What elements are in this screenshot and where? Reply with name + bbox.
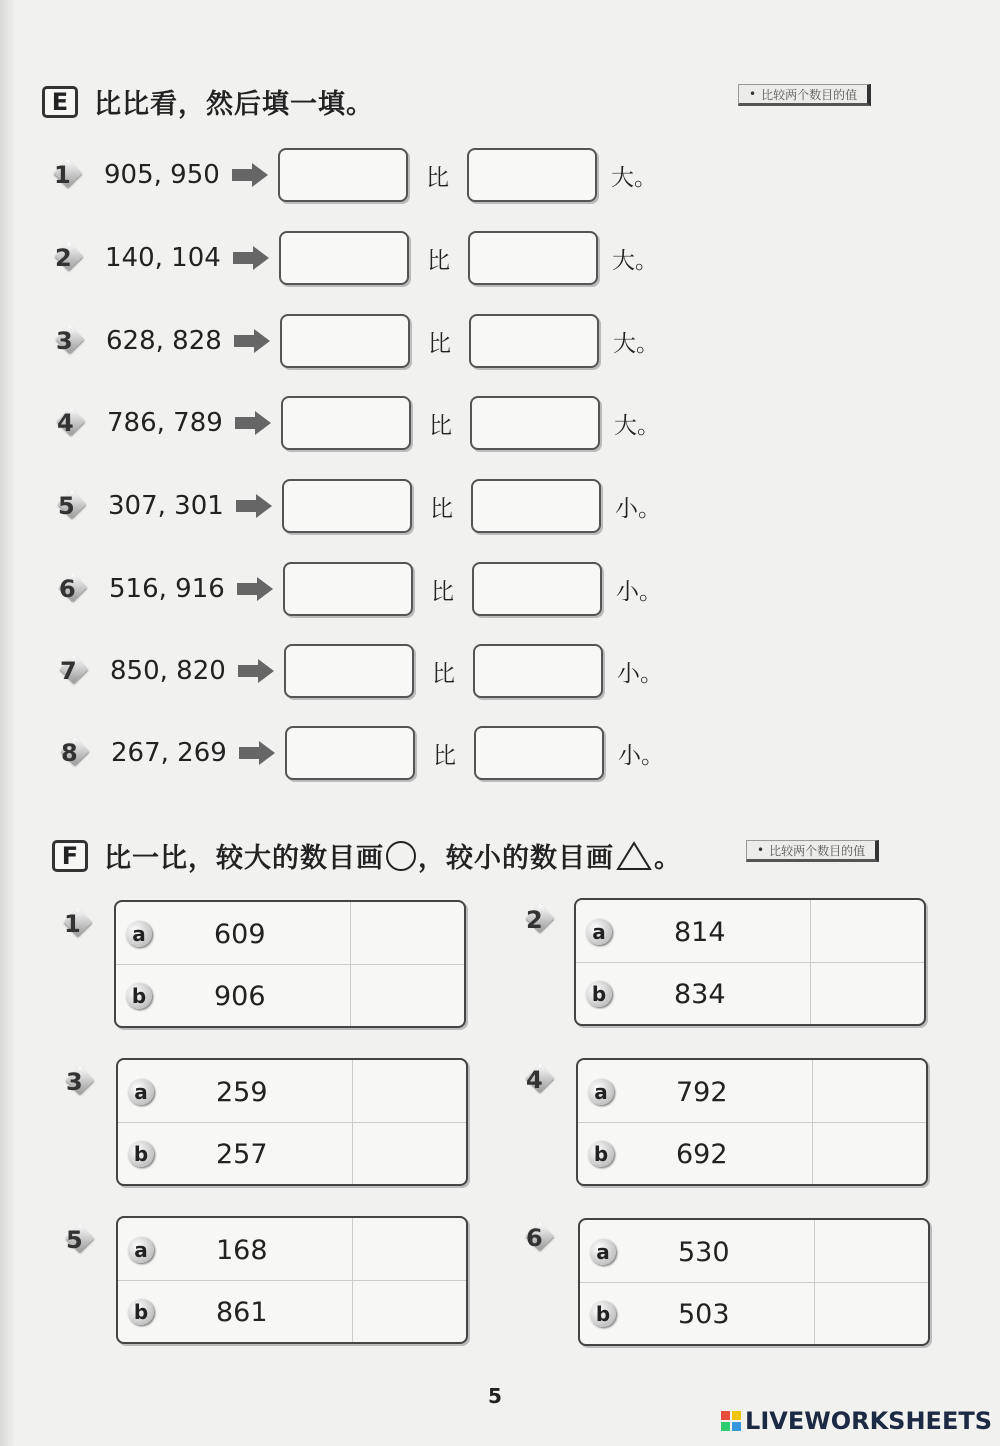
number-pair: 850, 820	[110, 656, 226, 686]
question-number-badge	[57, 735, 93, 771]
question-number: 1	[64, 910, 81, 938]
comparison-row	[54, 477, 661, 535]
answer-box-first[interactable]	[285, 726, 415, 780]
comparison-result-word: 小。	[616, 578, 662, 605]
question-number-badge	[522, 1220, 558, 1256]
question-number-badge	[50, 157, 86, 193]
option-a-label: a	[586, 919, 612, 945]
comparison-result-word: 小。	[618, 742, 664, 769]
question-number: 1	[54, 161, 71, 189]
question-number-badge	[522, 1062, 558, 1098]
option-b-number[interactable]: 503	[678, 1298, 730, 1330]
option-b-row	[588, 1124, 728, 1184]
question-number-badge	[60, 906, 96, 942]
comparison-card	[116, 1058, 468, 1186]
comparison-card	[578, 1218, 930, 1346]
option-b-label: b	[588, 1141, 614, 1167]
option-b-row	[128, 1124, 268, 1184]
option-a-number[interactable]: 814	[674, 916, 726, 948]
comparison-card	[116, 1216, 468, 1344]
comparison-result-word: 小。	[615, 495, 661, 522]
question-number-badge	[55, 571, 91, 607]
comparison-result-word: 大。	[611, 164, 657, 191]
answer-box-first[interactable]	[282, 479, 412, 533]
option-b-label: b	[590, 1301, 616, 1327]
option-a-row	[586, 902, 726, 962]
triangle-symbol-icon	[616, 841, 652, 871]
comparison-card	[574, 898, 926, 1026]
option-b-number[interactable]: 906	[214, 980, 266, 1012]
section-e-tag: • 比较两个数目的值	[738, 84, 871, 106]
arrow-right-icon	[232, 163, 270, 187]
option-a-row	[128, 1062, 268, 1122]
page-edge	[0, 0, 14, 1446]
comparison-word: 比	[432, 660, 455, 687]
comparison-row	[50, 146, 657, 204]
option-b-row	[126, 966, 266, 1026]
question-number: 2	[526, 906, 543, 934]
question-number: 8	[61, 739, 78, 767]
question-number-badge	[53, 405, 89, 441]
option-a-number[interactable]: 168	[216, 1234, 268, 1266]
option-b-number[interactable]: 257	[216, 1138, 268, 1170]
section-f-title-part2: ，较小的数目画	[418, 843, 614, 874]
option-a-row	[128, 1220, 268, 1280]
number-pair: 786, 789	[107, 408, 223, 438]
section-f-title-part1: 比一比，较大的数目画	[104, 843, 384, 874]
comparison-word: 比	[433, 742, 456, 769]
question-number: 6	[526, 1224, 543, 1252]
option-a-row	[590, 1222, 730, 1282]
answer-box-second[interactable]	[473, 644, 603, 698]
section-f-letter: F	[52, 840, 88, 872]
comparison-row	[57, 724, 664, 782]
comparison-card	[114, 900, 466, 1028]
arrow-right-icon	[238, 659, 276, 683]
option-a-label: a	[126, 921, 152, 947]
comparison-row	[53, 394, 660, 452]
option-a-label: a	[128, 1237, 154, 1263]
arrow-right-icon	[233, 246, 271, 270]
comparison-row	[55, 560, 662, 618]
answer-box-first[interactable]	[281, 396, 411, 450]
option-a-number[interactable]: 792	[676, 1076, 728, 1108]
number-pair: 628, 828	[106, 326, 222, 356]
option-b-row	[590, 1284, 730, 1344]
comparison-word: 比	[427, 247, 450, 274]
comparison-result-word: 大。	[613, 330, 659, 357]
question-number: 4	[526, 1066, 543, 1094]
number-pair: 905, 950	[104, 160, 220, 190]
option-b-number[interactable]: 692	[676, 1138, 728, 1170]
option-b-label: b	[128, 1141, 154, 1167]
question-number: 2	[55, 244, 72, 272]
watermark-logo-icon	[721, 1411, 741, 1431]
comparison-word: 比	[426, 164, 449, 191]
answer-box-second[interactable]	[471, 479, 601, 533]
option-b-row	[586, 964, 726, 1024]
option-b-row	[128, 1282, 268, 1342]
question-number-badge	[62, 1222, 98, 1258]
comparison-row	[56, 642, 663, 700]
question-number: 4	[57, 409, 74, 437]
arrow-right-icon	[237, 577, 275, 601]
arrow-right-icon	[239, 741, 277, 765]
answer-box-first[interactable]	[279, 231, 409, 285]
answer-box-first[interactable]	[284, 644, 414, 698]
answer-box-second[interactable]	[467, 148, 597, 202]
option-b-label: b	[586, 981, 612, 1007]
option-a-row	[588, 1062, 728, 1122]
comparison-word: 比	[430, 495, 453, 522]
watermark	[721, 1407, 992, 1435]
option-b-label: b	[128, 1299, 154, 1325]
question-number: 3	[66, 1068, 83, 1096]
comparison-result-word: 小。	[617, 660, 663, 687]
answer-box-second[interactable]	[474, 726, 604, 780]
comparison-result-word: 大。	[612, 247, 658, 274]
number-pair: 307, 301	[108, 491, 224, 521]
comparison-word: 比	[428, 330, 451, 357]
question-number-badge	[52, 323, 88, 359]
watermark-text: LIVEWORKSHEETS	[745, 1407, 992, 1435]
comparison-row	[51, 229, 658, 287]
section-e-header	[42, 82, 374, 121]
section-f-header	[52, 836, 682, 875]
answer-box-second[interactable]	[469, 314, 599, 368]
question-number: 5	[58, 492, 75, 520]
section-f-title-part3: 。	[654, 843, 682, 874]
number-pair: 140, 104	[105, 243, 221, 273]
page-number: 5	[488, 1384, 502, 1408]
option-a-number[interactable]: 530	[678, 1236, 730, 1268]
option-a-label: a	[590, 1239, 616, 1265]
number-pair: 267, 269	[111, 738, 227, 768]
question-number: 7	[60, 657, 77, 685]
arrow-right-icon	[236, 494, 274, 518]
arrow-right-icon	[234, 329, 272, 353]
answer-box-first[interactable]	[278, 148, 408, 202]
section-e-letter: E	[42, 86, 78, 118]
comparison-word: 比	[429, 412, 452, 439]
option-a-number[interactable]: 609	[214, 918, 266, 950]
question-number-badge	[54, 488, 90, 524]
comparison-word: 比	[431, 578, 454, 605]
comparison-row	[52, 312, 659, 370]
question-number-badge	[522, 902, 558, 938]
question-number: 3	[56, 327, 73, 355]
option-b-number[interactable]: 861	[216, 1296, 268, 1328]
question-number-badge	[62, 1064, 98, 1100]
option-a-label: a	[128, 1079, 154, 1105]
question-number-badge	[51, 240, 87, 276]
circle-symbol-icon	[386, 841, 416, 871]
question-number: 5	[66, 1226, 83, 1254]
section-e-title: 比比看，然后填一填。	[94, 89, 374, 120]
option-a-row	[126, 904, 266, 964]
question-number: 6	[59, 575, 76, 603]
comparison-card	[576, 1058, 928, 1186]
answer-box-second[interactable]	[472, 562, 602, 616]
number-pair: 516, 916	[109, 574, 225, 604]
comparison-result-word: 大。	[614, 412, 660, 439]
answer-box-second[interactable]	[468, 231, 598, 285]
option-b-number[interactable]: 834	[674, 978, 726, 1010]
answer-box-first[interactable]	[283, 562, 413, 616]
option-a-number[interactable]: 259	[216, 1076, 268, 1108]
section-f-title	[104, 836, 682, 875]
answer-box-second[interactable]	[470, 396, 600, 450]
option-b-label: b	[126, 983, 152, 1009]
arrow-right-icon	[235, 411, 273, 435]
option-a-label: a	[588, 1079, 614, 1105]
answer-box-first[interactable]	[280, 314, 410, 368]
question-number-badge	[56, 653, 92, 689]
section-f-tag: • 比较两个数目的值	[746, 840, 879, 862]
